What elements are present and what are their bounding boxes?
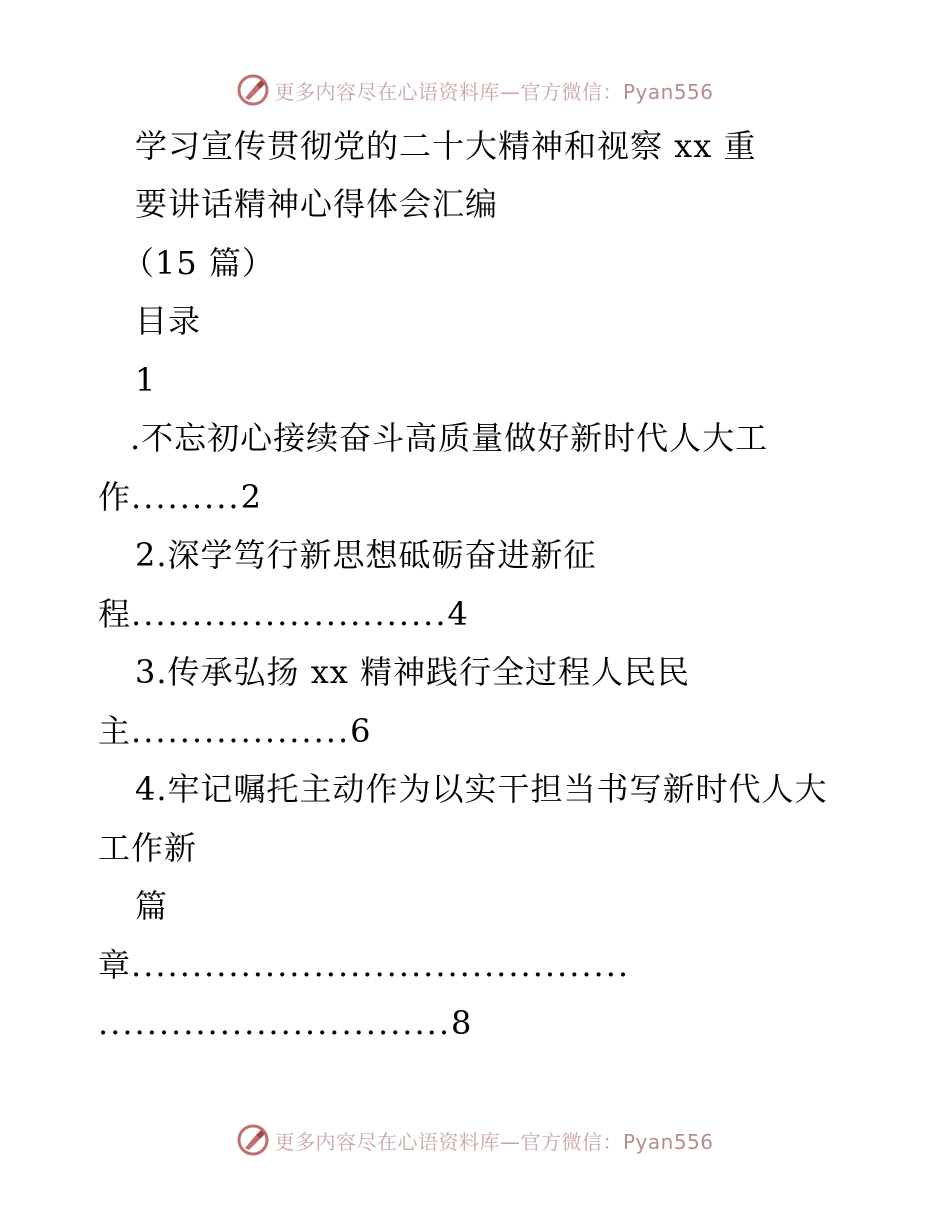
toc-item-3-page: 6 bbox=[350, 712, 372, 750]
toc-item-4-continuation-2[interactable]: 章......................................... bbox=[98, 946, 631, 984]
title-line-1: 学习宣传贯彻党的二十大精神和视察 xx 重 bbox=[135, 127, 757, 165]
toc-heading: 目录 bbox=[135, 302, 202, 340]
toc-item-1-title[interactable]: .不忘初心接续奋斗高质量做好新时代人大工 bbox=[130, 419, 769, 457]
toc-item-4-title[interactable]: 4.牢记嘱托主动作为以实干担当书写新时代人大 bbox=[135, 770, 828, 808]
toc-item-3-title[interactable]: 3.传承弘扬 xx 精神践行全过程人民民 bbox=[135, 653, 690, 691]
watermark-text: 更多内容尽在心语资料库—官方微信：Pyan556 bbox=[274, 1129, 714, 1154]
watermark-text: 更多内容尽在心语资料库—官方微信：Pyan556 bbox=[274, 79, 714, 104]
toc-item-4-sub: 篇 bbox=[135, 887, 169, 925]
toc-item-2-title[interactable]: 2.深学笃行新思想砥砺奋进新征 bbox=[135, 536, 597, 574]
watermark-header bbox=[0, 68, 950, 112]
toc-item-3-continuation[interactable]: 主..................6 bbox=[98, 712, 372, 750]
watermark-footer bbox=[0, 1118, 950, 1162]
pen-nib-logo-icon bbox=[236, 1123, 270, 1157]
pen-nib-logo-icon bbox=[236, 73, 270, 107]
toc-item-1-number: 1 bbox=[135, 361, 157, 399]
toc-item-1-continuation[interactable]: 作.........2 bbox=[98, 478, 262, 516]
title-line-2: 要讲话精神心得体会汇编 bbox=[135, 185, 499, 223]
toc-item-4-leader-line[interactable]: .............................8 bbox=[98, 1004, 473, 1042]
article-count: （15 篇） bbox=[122, 244, 275, 282]
toc-item-1-page: 2 bbox=[240, 478, 262, 516]
toc-item-2-continuation[interactable]: 程..........................4 bbox=[98, 595, 469, 633]
toc-item-4-continuation[interactable]: 工作新 bbox=[98, 829, 198, 867]
toc-item-4-page: 8 bbox=[450, 1004, 473, 1042]
toc-item-2-page: 4 bbox=[447, 595, 469, 633]
